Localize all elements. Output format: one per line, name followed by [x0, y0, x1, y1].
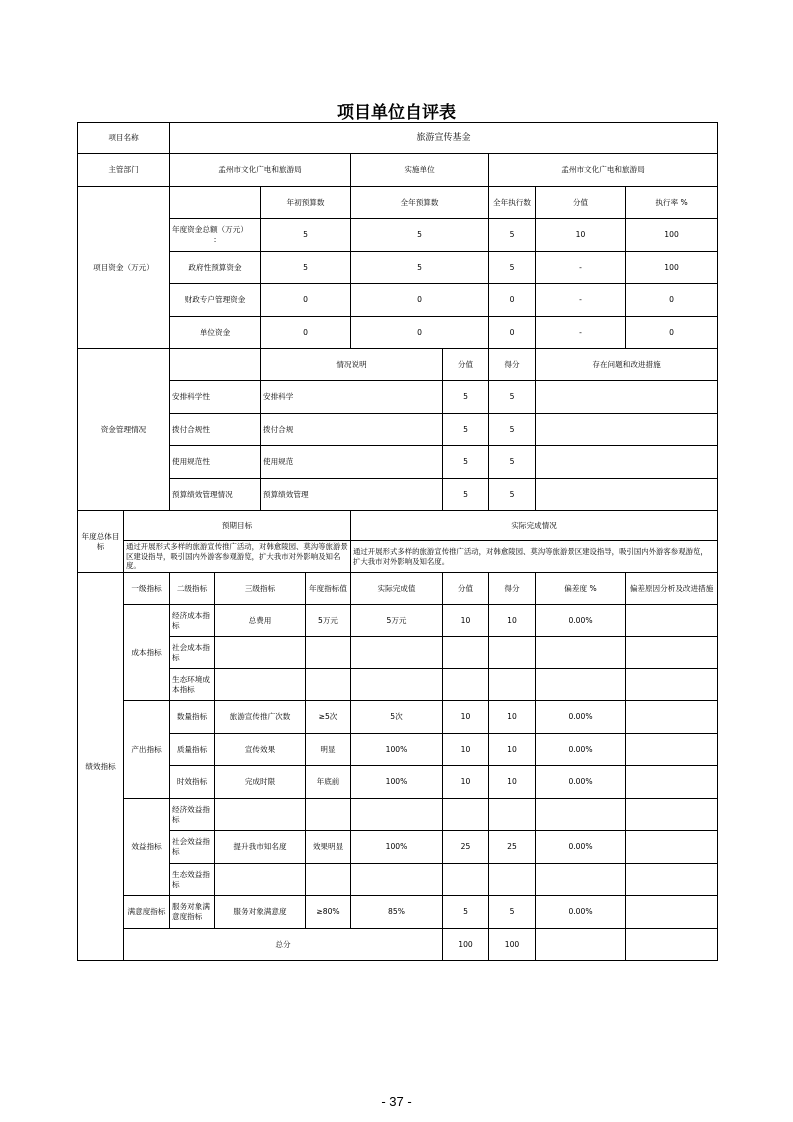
perf-deviation: [536, 799, 626, 831]
management-row-issue: [536, 381, 718, 414]
management-header-issue: 存在问题和改进措施: [536, 349, 718, 381]
funds-row-executed: 0: [489, 284, 536, 317]
perf-level2: 生态效益指标: [170, 864, 215, 896]
perf-got: 10: [489, 734, 536, 766]
perf-header-level3: 三级指标: [215, 573, 306, 605]
funds-header-score: 分值: [536, 187, 626, 219]
management-row-score: 5: [443, 381, 489, 414]
management-section-label: 资金管理情况: [78, 349, 170, 511]
total-row: [78, 929, 718, 961]
perf-level2: 经济效益指标: [170, 799, 215, 831]
perf-level3: 完成时限: [215, 766, 306, 799]
perf-target: [306, 864, 351, 896]
perf-level1: 效益指标: [124, 799, 170, 896]
perf-got: 25: [489, 831, 536, 864]
funds-row-rate: 100: [626, 219, 718, 252]
perf-target: 年底前: [306, 766, 351, 799]
perf-score: 10: [443, 734, 489, 766]
perf-deviation: 0.00%: [536, 605, 626, 637]
management-row-label: 预算绩效管理情况: [170, 479, 261, 511]
funds-row-annual: 5: [351, 219, 489, 252]
perf-got: 10: [489, 701, 536, 734]
perf-level3: [215, 637, 306, 669]
funds-row-annual: 5: [351, 252, 489, 284]
management-header-score: 分值: [443, 349, 489, 381]
perf-header-score: 分值: [443, 573, 489, 605]
self-evaluation-table: [77, 122, 718, 961]
perf-actual: 85%: [351, 896, 443, 929]
management-row-score: 5: [443, 446, 489, 479]
project-name-value: 旅游宣传基金: [170, 123, 718, 154]
perf-actual: 5次: [351, 701, 443, 734]
management-header-desc: 情况说明: [261, 349, 443, 381]
perf-header-got: 得分: [489, 573, 536, 605]
management-row: [78, 479, 718, 511]
page-title: 项目单位自评表: [337, 103, 456, 123]
funds-header-initial: 年初预算数: [261, 187, 351, 219]
management-row-issue: [536, 414, 718, 446]
goal-expected-text: 通过开展形式多样的旅游宣传推广活动，对韩愈陵园、莫沟等旅游景区建设指导，吸引国内外游客参观游览，扩大我市对外影响及知名度。: [124, 541, 351, 573]
perf-deviation: [536, 864, 626, 896]
management-header-got: 得分: [489, 349, 536, 381]
perf-got: 5: [489, 896, 536, 929]
perf-actual: 5万元: [351, 605, 443, 637]
perf-target: [306, 669, 351, 701]
performance-row: [78, 605, 718, 637]
perf-reason: [626, 799, 718, 831]
project-name-row: [78, 123, 718, 154]
perf-target: 明显: [306, 734, 351, 766]
perf-deviation: 0.00%: [536, 766, 626, 799]
perf-deviation: [536, 637, 626, 669]
funds-row: [78, 284, 718, 317]
goal-actual-label: 实际完成情况: [351, 511, 718, 541]
funds-row-initial: 0: [261, 284, 351, 317]
perf-level3: 提升我市知名度: [215, 831, 306, 864]
management-header-row: [78, 349, 718, 381]
perf-level3: 服务对象满意度: [215, 896, 306, 929]
perf-level2: 社会成本指标: [170, 637, 215, 669]
goal-actual-text: 通过开展形式多样的旅游宣传推广活动，对韩愈陵园、莫沟等旅游景区建设指导，吸引国内外游客参观游览，扩大我市对外影响及知名度。: [351, 541, 718, 573]
funds-row-initial: 5: [261, 252, 351, 284]
funds-row-annual: 0: [351, 317, 489, 349]
management-row-got: 5: [489, 414, 536, 446]
perf-actual: [351, 799, 443, 831]
perf-actual: 100%: [351, 831, 443, 864]
goal-expected-label: 预期目标: [124, 511, 351, 541]
perf-target: [306, 637, 351, 669]
perf-reason: [626, 701, 718, 734]
funds-header-executed: 全年执行数: [489, 187, 536, 219]
perf-header-deviation: 偏差度 %: [536, 573, 626, 605]
management-row-label: 安排科学性: [170, 381, 261, 414]
funds-row: [78, 219, 718, 252]
perf-got: [489, 669, 536, 701]
funds-row-score: -: [536, 284, 626, 317]
perf-target: ≥80%: [306, 896, 351, 929]
perf-target: 效果明显: [306, 831, 351, 864]
performance-row: [78, 799, 718, 831]
management-row-got: 5: [489, 381, 536, 414]
management-header-blank: [170, 349, 261, 381]
funds-row-executed: 0: [489, 317, 536, 349]
funds-row-score: 10: [536, 219, 626, 252]
management-row-desc: 使用规范: [261, 446, 443, 479]
perf-target: 5万元: [306, 605, 351, 637]
management-row-label: 拨付合规性: [170, 414, 261, 446]
perf-target: [306, 799, 351, 831]
perf-header-level2: 二级指标: [170, 573, 215, 605]
perf-score: [443, 637, 489, 669]
perf-got: 10: [489, 605, 536, 637]
management-row-got: 5: [489, 446, 536, 479]
funds-row-score: -: [536, 252, 626, 284]
perf-score: [443, 864, 489, 896]
management-row-desc: 安排科学: [261, 381, 443, 414]
perf-score: 10: [443, 766, 489, 799]
funds-row-label: 政府性预算资金: [170, 252, 261, 284]
perf-reason: [626, 831, 718, 864]
funds-row-label: 单位资金: [170, 317, 261, 349]
management-row: [78, 414, 718, 446]
perf-score: [443, 799, 489, 831]
management-row: [78, 381, 718, 414]
perf-header-level1: 一级指标: [124, 573, 170, 605]
management-row-issue: [536, 446, 718, 479]
total-score: 100: [443, 929, 489, 961]
perf-level2: 服务对象满意度指标: [170, 896, 215, 929]
perf-level2: 生态环境成本指标: [170, 669, 215, 701]
perf-got: [489, 799, 536, 831]
goal-header-row: [78, 511, 718, 541]
perf-actual: 100%: [351, 734, 443, 766]
perf-deviation: 0.00%: [536, 831, 626, 864]
total-reason: [626, 929, 718, 961]
perf-level3: 宣传效果: [215, 734, 306, 766]
perf-reason: [626, 864, 718, 896]
perf-deviation: [536, 669, 626, 701]
perf-target: ≥5次: [306, 701, 351, 734]
funds-row-rate: 100: [626, 252, 718, 284]
perf-level1: 满意度指标: [124, 896, 170, 929]
perf-score: [443, 669, 489, 701]
total-got: 100: [489, 929, 536, 961]
page-number: - 37 -: [381, 1094, 412, 1109]
performance-row: [78, 896, 718, 929]
performance-row: [78, 831, 718, 864]
total-label: 总分: [124, 929, 443, 961]
funds-row-rate: 0: [626, 284, 718, 317]
perf-got: [489, 637, 536, 669]
funds-header-annual: 全年预算数: [351, 187, 489, 219]
funds-row-rate: 0: [626, 317, 718, 349]
perf-reason: [626, 766, 718, 799]
perf-got: 10: [489, 766, 536, 799]
perf-score: 10: [443, 605, 489, 637]
project-name-label: 项目名称: [78, 123, 170, 154]
dept-value: 孟州市文化广电和旅游局: [170, 154, 351, 187]
goal-text-row: [78, 541, 718, 573]
perf-level2: 经济成本指标: [170, 605, 215, 637]
perf-header-reason: 偏差原因分析及改进措施: [626, 573, 718, 605]
performance-row: [78, 637, 718, 669]
dept-label: 主管部门: [78, 154, 170, 187]
funds-header-rate: 执行率 %: [626, 187, 718, 219]
perf-deviation: 0.00%: [536, 734, 626, 766]
department-row: [78, 154, 718, 187]
funds-row-label: 财政专户管理资金: [170, 284, 261, 317]
perf-header-target: 年度指标值: [306, 573, 351, 605]
perf-deviation: 0.00%: [536, 701, 626, 734]
funds-row-label: 年度资金总额（万元） :: [170, 219, 261, 252]
perf-got: [489, 864, 536, 896]
performance-row: [78, 734, 718, 766]
performance-header-row: [78, 573, 718, 605]
perf-level3: 总费用: [215, 605, 306, 637]
funds-row-initial: 0: [261, 317, 351, 349]
perf-deviation: 0.00%: [536, 896, 626, 929]
perf-level3: 旅游宣传推广次数: [215, 701, 306, 734]
management-row-issue: [536, 479, 718, 511]
perf-reason: [626, 637, 718, 669]
perf-level2: 质量指标: [170, 734, 215, 766]
management-row: [78, 446, 718, 479]
perf-score: 5: [443, 896, 489, 929]
performance-row: [78, 766, 718, 799]
management-row-label: 使用规范性: [170, 446, 261, 479]
management-row-desc: 拨付合规: [261, 414, 443, 446]
perf-level2: 数量指标: [170, 701, 215, 734]
perf-score: 10: [443, 701, 489, 734]
management-row-desc: 预算绩效管理: [261, 479, 443, 511]
unit-value: 孟州市文化广电和旅游局: [489, 154, 718, 187]
perf-level2: 社会效益指标: [170, 831, 215, 864]
perf-reason: [626, 669, 718, 701]
performance-row: [78, 669, 718, 701]
perf-header-actual: 实际完成值: [351, 573, 443, 605]
perf-reason: [626, 734, 718, 766]
perf-level3: [215, 669, 306, 701]
total-deviation: [536, 929, 626, 961]
perf-level3: [215, 864, 306, 896]
goal-section-label: 年度总体目标: [78, 511, 124, 573]
perf-level1: 产出指标: [124, 701, 170, 799]
funds-row: [78, 317, 718, 349]
unit-label: 实施单位: [351, 154, 489, 187]
performance-row: [78, 864, 718, 896]
management-row-got: 5: [489, 479, 536, 511]
funds-row-initial: 5: [261, 219, 351, 252]
funds-row-score: -: [536, 317, 626, 349]
funds-row-executed: 5: [489, 252, 536, 284]
funds-row: [78, 252, 718, 284]
perf-actual: [351, 669, 443, 701]
funds-row-executed: 5: [489, 219, 536, 252]
funds-section-label: 项目资金（万元）: [78, 187, 170, 349]
management-row-score: 5: [443, 414, 489, 446]
perf-level2: 时效指标: [170, 766, 215, 799]
funds-row-annual: 0: [351, 284, 489, 317]
perf-reason: [626, 605, 718, 637]
perf-actual: 100%: [351, 766, 443, 799]
performance-row: [78, 701, 718, 734]
funds-header-blank: [170, 187, 261, 219]
performance-section-label: 绩效指标: [78, 573, 124, 961]
funds-header-row: [78, 187, 718, 219]
management-row-score: 5: [443, 479, 489, 511]
perf-level1: 成本指标: [124, 605, 170, 701]
perf-reason: [626, 896, 718, 929]
perf-actual: [351, 864, 443, 896]
perf-level3: [215, 799, 306, 831]
perf-actual: [351, 637, 443, 669]
perf-score: 25: [443, 831, 489, 864]
